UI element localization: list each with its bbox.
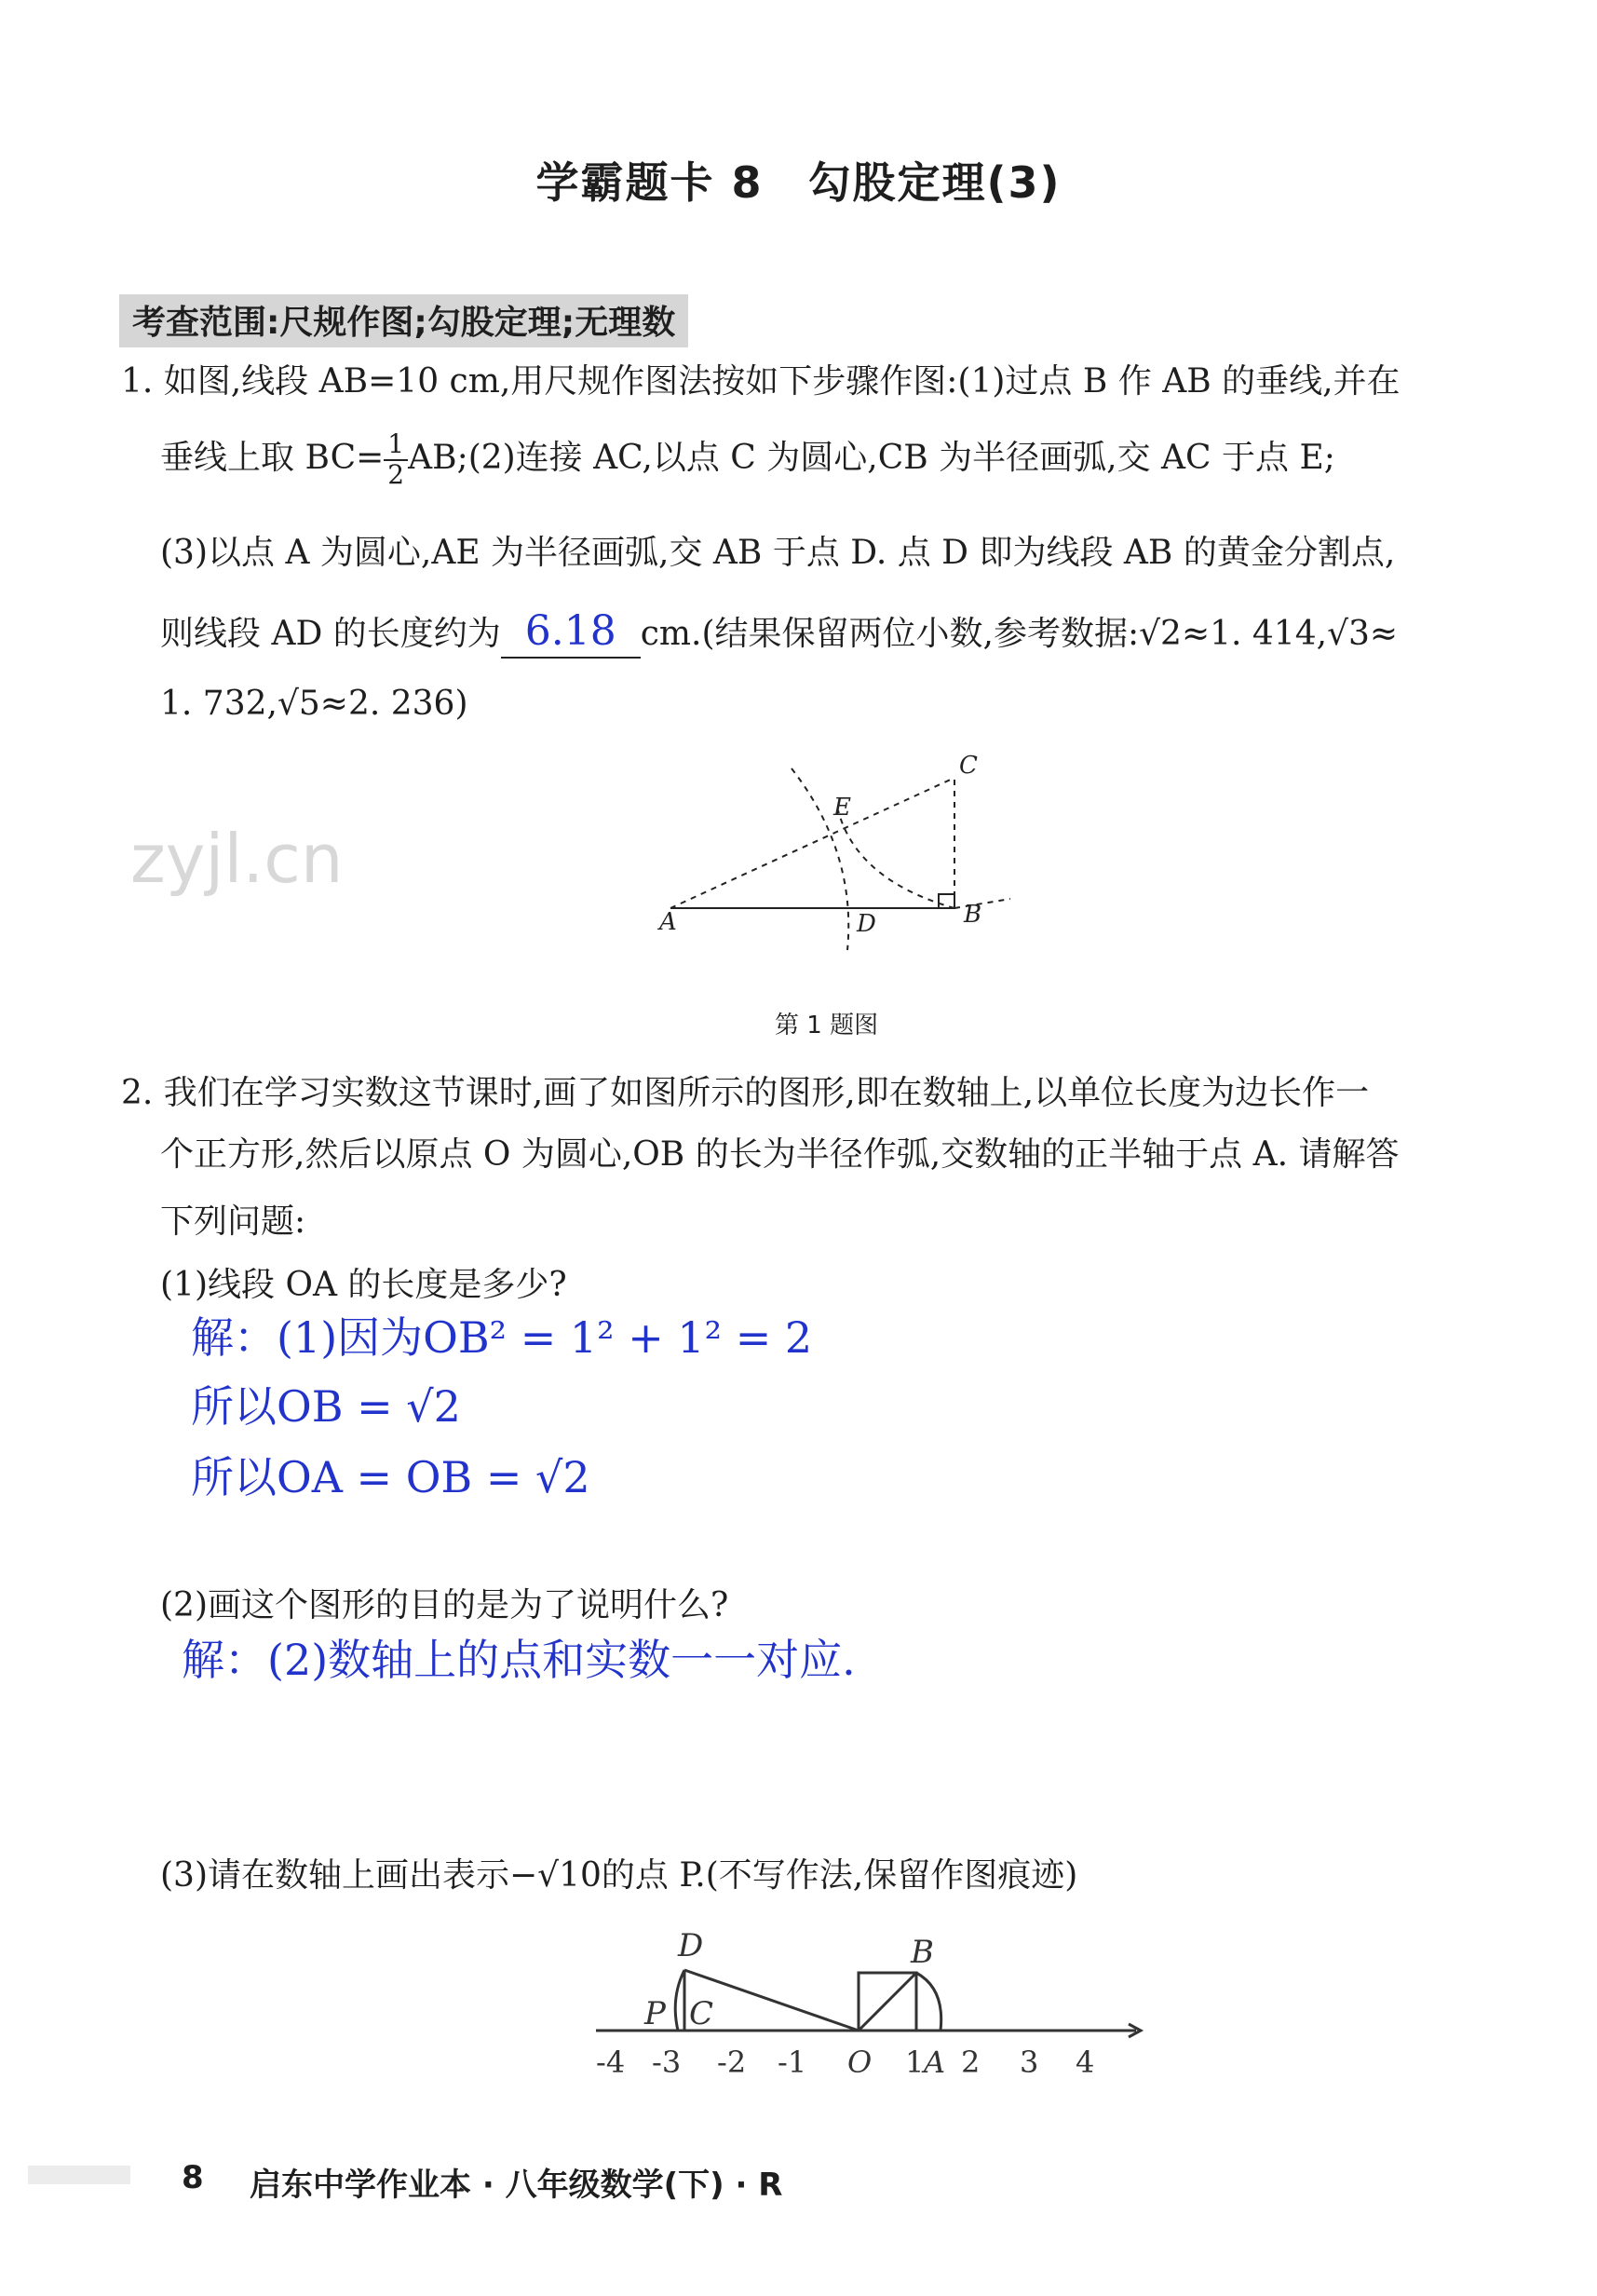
tick-origin: O [847, 2045, 873, 2080]
q1-line-5: 1. 732,√5≈2. 236) [160, 685, 468, 723]
tick-minus-1: -1 [778, 2045, 807, 2080]
q1-line-2b: AB;(2)连接 AC,以点 C 为圆心,CB 为半径画弧,交 AC 于点 E; [408, 438, 1335, 477]
q2-answer-2: 解：(2)数轴上的点和实数一一对应. [182, 1635, 856, 1685]
footer-text: 启东中学作业本 · 八年级数学(下) · R [250, 2167, 783, 2204]
figure-1-caption: 第 1 题图 [775, 1012, 879, 1039]
q2-answer-1-line-2: 所以OB = √2 [191, 1381, 461, 1432]
label-point-d: D [678, 1927, 704, 1964]
scope-banner: 考查范围:尺规作图;勾股定理;无理数 [119, 294, 688, 347]
arc-oa [916, 1973, 941, 2031]
tick-minus-2: -2 [717, 2045, 747, 2080]
right-angle-mark [939, 894, 954, 908]
tick-minus-3: -3 [652, 2045, 682, 2080]
page-title: 学霸题卡 8 勾股定理(3) [535, 157, 1062, 208]
fraction-denominator: 2 [387, 458, 405, 490]
label-point-b: B [911, 1934, 934, 1971]
label-point-c: C [689, 1995, 714, 2032]
q1-line-4a: 则线段 AD 的长度约为 [160, 615, 501, 653]
q2-sub-2: (2)画这个图形的目的是为了说明什么? [160, 1586, 729, 1624]
label-c: C [959, 752, 978, 780]
label-a: A [659, 908, 677, 936]
q1-answer-blank [501, 607, 641, 659]
q2-line-3: 下列问题: [160, 1202, 306, 1241]
tick-point-a: A [924, 2045, 946, 2080]
label-point-p: P [644, 1995, 666, 2032]
page-number: 8 [182, 2159, 204, 2196]
q1-line-2 [160, 430, 1335, 490]
q2-answer-1-line-1: 解：(1)因为OB² = 1² + 1² = 2 [191, 1312, 813, 1363]
number-line-figure [577, 1914, 1173, 2082]
fraction-one-half [384, 430, 408, 490]
tick-3: 3 [1020, 2045, 1039, 2080]
watermark: zyjl.cn [130, 820, 344, 898]
tick-4: 4 [1076, 2045, 1095, 2080]
figure-1 [633, 740, 1034, 955]
q2-line-1: 2. 我们在学习实数这节课时,画了如图所示的图形,即在数轴上,以单位长度为边长作一 [121, 1074, 1370, 1112]
q1-line-4 [160, 607, 1398, 659]
tick-2: 2 [961, 2045, 981, 2080]
segment-ob [859, 1973, 916, 2031]
q1-line-1: 1. 如图,线段 AB=10 cm,用尺规作图法按如下步骤作图:(1)过点 B 作 AB 的垂线,并在 [121, 362, 1401, 401]
q1-line-4b: cm.(结果保留两位小数,参考数据:√2≈1. 414,√3≈ [640, 615, 1399, 653]
label-e: E [833, 794, 851, 822]
label-b: B [964, 901, 982, 929]
q1-answer: 6.18 [524, 607, 616, 655]
tick-minus-4: -4 [596, 2045, 626, 2080]
q1-line-2a: 垂线上取 BC= [160, 438, 385, 477]
tick-1: 1 [905, 2045, 925, 2080]
extension-ab [954, 899, 1010, 908]
q2-sub-1: (1)线段 OA 的长度是多少? [160, 1266, 567, 1304]
footer-decoration [28, 2166, 130, 2184]
q2-answer-1-line-3: 所以OA = OB = √2 [191, 1452, 590, 1502]
fraction-numerator: 1 [384, 430, 408, 461]
q2-sub-3: (3)请在数轴上画出表示−√10的点 P.(不写作法,保留作图痕迹) [160, 1856, 1078, 1895]
arc-cb [838, 810, 954, 908]
label-d: D [857, 910, 876, 938]
q1-line-3: (3)以点 A 为圆心,AE 为半径画弧,交 AB 于点 D. 点 D 即为线段 AB 的黄金分割点, [160, 534, 1396, 572]
q2-line-2: 个正方形,然后以原点 O 为圆心,OB 的长为半径作弧,交数轴的正半轴于点 A. 请解答 [160, 1135, 1400, 1174]
